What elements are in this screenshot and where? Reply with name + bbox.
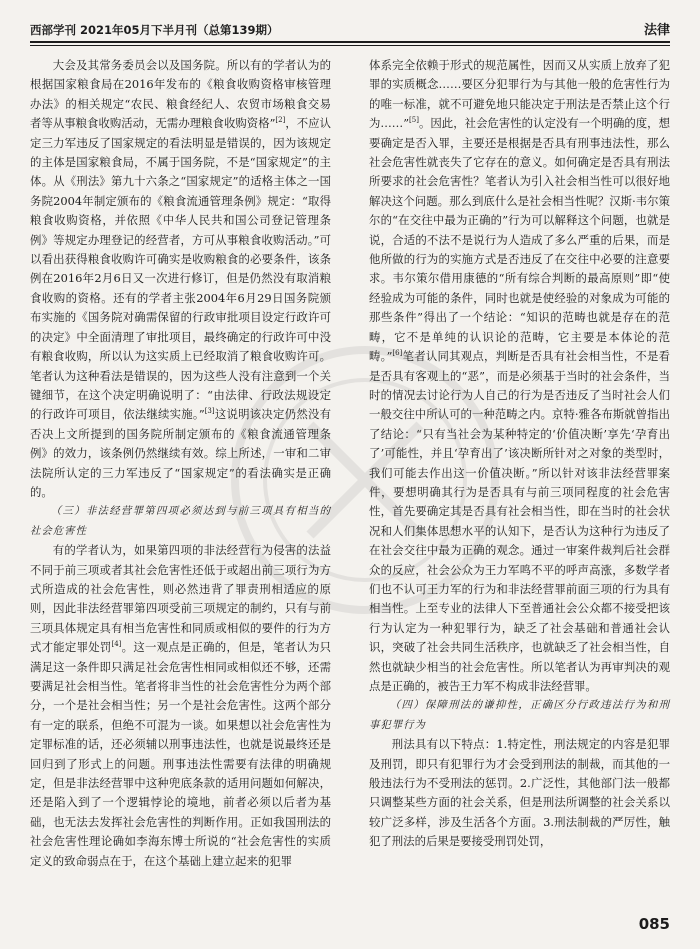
citation: [3] (204, 407, 215, 416)
page-number: 085 (638, 915, 670, 933)
left-column (30, 56, 331, 871)
citation: [2] (275, 116, 286, 125)
citation: [4] (111, 640, 122, 649)
right-column (369, 56, 670, 852)
journal-title: 西部学刊 2021年05月下半月刊（总第139期） (30, 23, 279, 37)
page-header (30, 16, 670, 38)
header-rule (30, 41, 670, 43)
paragraph: 体系完全依赖于形式的规范属性，因而又从实质上放弃了犯罪的实质概念……要区分犯罪行为与其他一般的危害性行为的唯一标准，就不可避免地只能决定于刑法是否禁止这个行为……”[5]。因此，社会危害性的认定没有一个明确的度，想要确定是否入罪，主要还是根据是否具有刑事违法性，那么社会危害性就丧失了它存在的意义。如何确定是否具有刑法所要求的社会危害性？笔者认为引入社会相当性可以很好地解决这个问题。那么到底什么是社会相当性呢？汉斯·韦尔策尔的“在交往中最为正确的”行为可以解释这个问题，也就是说，合适的不法不是说行为人造成了多么严重的后果，而是他所做的行为的实施方式是否违反了在交往中必要的注意要求。韦尔策尔借用康德的“所有综合判断的最高原则”即“使经验成为可能的条件，同时也就是使经验的对象成为可能的那些条件”得出了一个结论：“知识的范畴也就是存在的范畴，它不是单纯的认识论的范畴，它主要是本体论的范畴。”[6]笔者认同其观点，判断是否具有社会相当性，不是看是否具有客观上的“恶”，而是必须基于当时的社会条件，当时的情况去讨论行为人自己的行为是否违反了当时社会人们一般交往中所认可的一种范畴之内。京特·雅各布斯就曾指出了结论：“只有当社会为某种特定的‘价值决断’享先‘孕育出了’可能性，并且‘孕育出了’该决断所针对之对象的类型时，我们可能去作出这一价值决断。”所以针对该非法经营罪案件，要想明确其行为是否具有与前三项同程度的社会危害性，首先要确定其是否具有社会相当性，即在当时的社会状况和人们集体思想水平的认知下，是否认为这种行为违反了在社会交往中最为正确的观念。通过一审案件裁判后社会群众的反应，社会公众为王力军鸣不平的呼声高涨，多数学者们也不认可王力军的行为和非法经营罪前面三项的行为具有相当性。上至专业的法律人下至普通社会公众都不接受把该行为认定为一种犯罪行为，缺乏了社会基础和普通社会认识，突破了社会共同生活秩序，也就缺乏了社会相当性，自然也就缺少相当的社会危害性。所以笔者认为再审判决的观点是正确的，被告王力军不构成非法经营罪。 (369, 58, 670, 693)
section-label: 法律 (643, 23, 670, 38)
section-heading: （四）保障刑法的谦抑性，正确区分行政违法行为和刑事犯罪行为 (369, 699, 670, 731)
header-rule-thin (30, 45, 670, 46)
citation: [6] (392, 349, 403, 358)
paragraph: 有的学者认为，如果第四项的非法经营行为侵害的法益不同于前三项或者其社会危害性还低于或超出前三项行为方式所造成的社会危害性，则必然违背了罪责刑相适应的原则，因此非法经营罪第四项受前三项规定的制约，只有与前三项具体规定具有相当危害性和同质或相似的要件的行为方式才能定罪处罚[4]。这一观点是正确的，但是，笔者认为只满足这一条件即只满足社会危害性相同或相似还不够，还需要满足社会相当性。笔者将非当性的社会危害性分为两个部分，一个是社会相当性；另一个是社会危害性。这两个部分有一定的联系，但绝不可混为一谈。如果想以社会危害性为定罪标准的话，还必须辅以刑事违法性，也就是说最终还是回归到了形式上的问题。刑事违法性需要有法律的明确规定，但是非法经营罪中这种兜底条款的适用问题如何解决，还是陷入到了一个逻辑悖论的境地，前者必须以后者为基础，也无法去发挥社会危害性的判断作用。正如我国刑法的社会危害性理论确如李海东博士所说的“社会危害性的实质定义的致命弱点在于，在这个基础上建立起来的犯罪 (30, 543, 331, 868)
paragraph: 大会及其常务委员会以及国务院。所以有的学者认为的根据国家粮食局在2016年发布的《粮食收购资格审核管理办法》的相关规定“农民、粮食经纪人、农贸市场粮食交易者等从事粮食收购活动，无需办理粮食收购资格”[2]，不应认定三力军违反了国家规定的看法明显是错误的，因为该规定的主体是国家粮食局，不属于国务院，不是“国家规定”的主体。从《刑法》第九十六条之“国家规定”的适格主体之一国务院2004年制定颁布的《粮食流通管理条例》规定：“取得粮食收购资格，并依照《中华人民共和国公司登记管理条例》等规定办理登记的经营者，方可从事粮食收购活动。”可以看出获得粮食收购许可确实是收购粮食的必要条件，该条例在2016年2月6日又一次进行修订，但是仍然没有取消粮食收购的资格。还有的学者主张2004年6月29日国务院颁布实施的《国务院对确需保留的行政审批项目设定行政许可的决定》中全面清理了审批项目，最终确定的行政许可中没有粮食收购，所以认为这实质上已经取消了粮食收购许可。笔者认为这种看法是错误的，因为这些人没有注意到一个关键细节，在这个决定明确说明了：“由法律、行政法规设定的行政许可项目，依法继续实施。”[3]这说明该决定仍然没有否决上文所提到的国务院所制定颁布的《粮食流通管理条例》的效力，该条例仍然继续有效。综上所述，一审和二审法院所认定的三力军违反了“国家规定”的看法确实是正确的。 (30, 58, 331, 499)
section-heading: （三）非法经营罪第四项必须达到与前三项具有相当的社会危害性 (30, 505, 331, 537)
paragraph: 刑法具有以下特点：1.特定性，刑法规定的内容是犯罪及刑罚，即只有犯罪行为才会受到刑法的制裁，而其他的一般违法行为不受刑法的惩罚。2.广泛性，其他部门法一般都只调整某些方面的社会关系，但是刑法所调整的社会关系以较广泛多样，涉及生活各个方面。3.刑法制裁的严厉性，触犯了刑法的后果是要接受刑罚处罚， (369, 737, 670, 849)
citation: [5] (409, 116, 419, 125)
